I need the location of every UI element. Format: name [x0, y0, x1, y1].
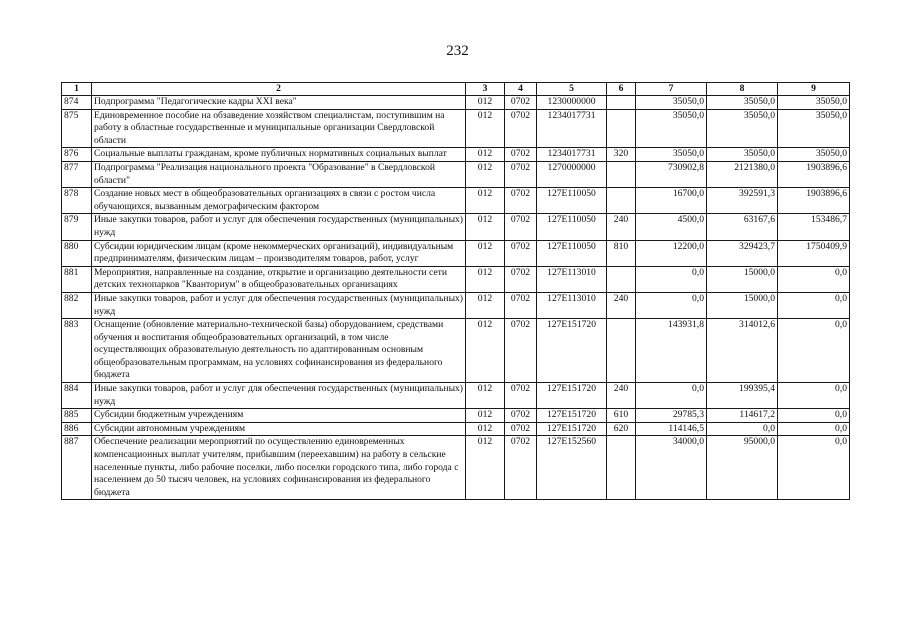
item-name: Мероприятия, направленные на создание, открытие и организацию деятельности сети детских технопарков "Кванториум" в общеобразовательных организациях	[92, 266, 466, 292]
table-row	[62, 383, 850, 409]
row-number: 880	[62, 240, 92, 266]
amount-col-9: 1750409,9	[778, 240, 850, 266]
amount-col-7: 35050,0	[636, 109, 707, 148]
column-header-7: 7	[636, 83, 707, 96]
table-row	[62, 148, 850, 162]
column-header-3: 3	[466, 83, 505, 96]
amount-col-8: 314012,6	[707, 319, 778, 383]
expense-type-code	[607, 188, 636, 214]
amount-col-8: 114617,2	[707, 409, 778, 423]
row-number: 874	[62, 96, 92, 110]
amount-col-8: 35050,0	[707, 148, 778, 162]
table-row	[62, 214, 850, 240]
table-row	[62, 436, 850, 500]
amount-col-7: 4500,0	[636, 214, 707, 240]
row-number: 876	[62, 148, 92, 162]
table-row	[62, 409, 850, 423]
section-code: 0702	[505, 422, 537, 436]
amount-col-9: 35050,0	[778, 96, 850, 110]
item-name: Обеспечение реализации мероприятий по осуществлению единовременных компенсационных выплат учителям, прибывшим (переехавшим) на работу в сельские населенные пункты, либо рабочие поселки, либо поселки городского типа, либо города с населением до 50 тысяч человек, на условиях софинансирования из федерального бюджета	[92, 436, 466, 500]
amount-col-8: 63167,6	[707, 214, 778, 240]
target-article-code: 127E152560	[537, 436, 607, 500]
section-code: 0702	[505, 96, 537, 110]
target-article-code: 127E113010	[537, 292, 607, 318]
amount-col-8: 15000,0	[707, 292, 778, 318]
section-code: 0702	[505, 188, 537, 214]
item-name: Иные закупки товаров, работ и услуг для обеспечения государственных (муниципальных) нужд	[92, 383, 466, 409]
amount-col-8: 0,0	[707, 422, 778, 436]
amount-col-8: 392591,3	[707, 188, 778, 214]
target-article-code: 127E110050	[537, 214, 607, 240]
ministry-code: 012	[466, 409, 505, 423]
item-name: Единовременное пособие на обзаведение хозяйством специалистам, поступившим на работу в областные государственные и муниципальные организации Свердловской области	[92, 109, 466, 148]
section-code: 0702	[505, 292, 537, 318]
target-article-code: 127E110050	[537, 240, 607, 266]
item-name: Иные закупки товаров, работ и услуг для обеспечения государственных (муниципальных) нужд	[92, 214, 466, 240]
amount-col-9: 0,0	[778, 422, 850, 436]
amount-col-7: 12200,0	[636, 240, 707, 266]
amount-col-7: 35050,0	[636, 148, 707, 162]
target-article-code: 127E110050	[537, 188, 607, 214]
row-number: 879	[62, 214, 92, 240]
section-code: 0702	[505, 409, 537, 423]
budget-table	[61, 82, 850, 500]
item-name: Подпрограмма "Педагогические кадры XXI века"	[92, 96, 466, 110]
amount-col-8: 199395,4	[707, 383, 778, 409]
expense-type-code	[607, 161, 636, 187]
section-code: 0702	[505, 148, 537, 162]
ministry-code: 012	[466, 109, 505, 148]
expense-type-code	[607, 319, 636, 383]
amount-col-7: 29785,3	[636, 409, 707, 423]
amount-col-9: 153486,7	[778, 214, 850, 240]
ministry-code: 012	[466, 292, 505, 318]
amount-col-9: 35050,0	[778, 148, 850, 162]
ministry-code: 012	[466, 436, 505, 500]
header-row	[62, 83, 850, 96]
amount-col-7: 16700,0	[636, 188, 707, 214]
row-number: 884	[62, 383, 92, 409]
target-article-code: 1270000000	[537, 161, 607, 187]
amount-col-9: 1903896,6	[778, 161, 850, 187]
section-code: 0702	[505, 266, 537, 292]
table-row	[62, 96, 850, 110]
section-code: 0702	[505, 161, 537, 187]
amount-col-7: 730902,8	[636, 161, 707, 187]
table-row	[62, 319, 850, 383]
ministry-code: 012	[466, 319, 505, 383]
amount-col-9: 35050,0	[778, 109, 850, 148]
item-name: Создание новых мест в общеобразовательных организациях в связи с ростом числа обучающихся, вызванным демографическим фактором	[92, 188, 466, 214]
expense-type-code	[607, 436, 636, 500]
section-code: 0702	[505, 240, 537, 266]
row-number: 881	[62, 266, 92, 292]
ministry-code: 012	[466, 96, 505, 110]
target-article-code: 127E151720	[537, 319, 607, 383]
row-number: 883	[62, 319, 92, 383]
ministry-code: 012	[466, 188, 505, 214]
amount-col-9: 0,0	[778, 436, 850, 500]
target-article-code: 127E151720	[537, 422, 607, 436]
column-header-4: 4	[505, 83, 537, 96]
expense-type-code	[607, 96, 636, 110]
expense-type-code	[607, 266, 636, 292]
page-number: 232	[446, 43, 469, 59]
ministry-code: 012	[466, 266, 505, 292]
expense-type-code: 240	[607, 214, 636, 240]
amount-col-7: 35050,0	[636, 96, 707, 110]
ministry-code: 012	[466, 422, 505, 436]
table-row	[62, 188, 850, 214]
expense-type-code: 610	[607, 409, 636, 423]
amount-col-8: 329423,7	[707, 240, 778, 266]
row-number: 878	[62, 188, 92, 214]
amount-col-9: 0,0	[778, 383, 850, 409]
item-name: Социальные выплаты гражданам, кроме публичных нормативных социальных выплат	[92, 148, 466, 162]
column-header-6: 6	[607, 83, 636, 96]
amount-col-7: 0,0	[636, 266, 707, 292]
expense-type-code: 240	[607, 292, 636, 318]
amount-col-7: 114146,5	[636, 422, 707, 436]
target-article-code: 1234017731	[537, 109, 607, 148]
column-header-8: 8	[707, 83, 778, 96]
column-header-2: 2	[92, 83, 466, 96]
item-name: Субсидии автономным учреждениям	[92, 422, 466, 436]
section-code: 0702	[505, 109, 537, 148]
amount-col-9: 0,0	[778, 266, 850, 292]
row-number: 877	[62, 161, 92, 187]
row-number: 875	[62, 109, 92, 148]
column-header-5: 5	[537, 83, 607, 96]
item-name: Субсидии бюджетным учреждениям	[92, 409, 466, 423]
column-header-9: 9	[778, 83, 850, 96]
amount-col-9: 1903896,6	[778, 188, 850, 214]
section-code: 0702	[505, 383, 537, 409]
amount-col-8: 2121380,0	[707, 161, 778, 187]
amount-col-9: 0,0	[778, 319, 850, 383]
table-body	[62, 96, 850, 500]
amount-col-9: 0,0	[778, 409, 850, 423]
table-row	[62, 422, 850, 436]
amount-col-8: 35050,0	[707, 96, 778, 110]
amount-col-8: 95000,0	[707, 436, 778, 500]
row-number: 882	[62, 292, 92, 318]
amount-col-7: 34000,0	[636, 436, 707, 500]
amount-col-7: 143931,8	[636, 319, 707, 383]
ministry-code: 012	[466, 383, 505, 409]
item-name: Иные закупки товаров, работ и услуг для обеспечения государственных (муниципальных) нужд	[92, 292, 466, 318]
ministry-code: 012	[466, 240, 505, 266]
table-row	[62, 161, 850, 187]
target-article-code: 127E151720	[537, 409, 607, 423]
table-row	[62, 109, 850, 148]
table-row	[62, 292, 850, 318]
row-number: 886	[62, 422, 92, 436]
target-article-code: 1230000000	[537, 96, 607, 110]
amount-col-7: 0,0	[636, 383, 707, 409]
target-article-code: 127E151720	[537, 383, 607, 409]
expense-type-code: 320	[607, 148, 636, 162]
table-row	[62, 240, 850, 266]
target-article-code: 127E113010	[537, 266, 607, 292]
item-name: Оснащение (обновление материально-технической базы) оборудованием, средствами обучения и воспитания общеобразовательных организаций, в том числе осуществляющих образовательную деятельность по адаптированным основным общеобразовательным программам, на условиях софинансирования из федерального бюджета	[92, 319, 466, 383]
section-code: 0702	[505, 436, 537, 500]
amount-col-8: 15000,0	[707, 266, 778, 292]
item-name: Подпрограмма "Реализация национального проекта "Образование" в Свердловской области"	[92, 161, 466, 187]
column-header-1: 1	[62, 83, 92, 96]
amount-col-7: 0,0	[636, 292, 707, 318]
section-code: 0702	[505, 319, 537, 383]
row-number: 887	[62, 436, 92, 500]
section-code: 0702	[505, 214, 537, 240]
table-row	[62, 266, 850, 292]
amount-col-9: 0,0	[778, 292, 850, 318]
amount-col-8: 35050,0	[707, 109, 778, 148]
ministry-code: 012	[466, 214, 505, 240]
expense-type-code: 240	[607, 383, 636, 409]
ministry-code: 012	[466, 161, 505, 187]
row-number: 885	[62, 409, 92, 423]
expense-type-code: 620	[607, 422, 636, 436]
expense-type-code: 810	[607, 240, 636, 266]
ministry-code: 012	[466, 148, 505, 162]
item-name: Субсидии юридическим лицам (кроме некоммерческих организаций), индивидуальным предпринимателям, физическим лицам – производителям товаров, работ, услуг	[92, 240, 466, 266]
target-article-code: 1234017731	[537, 148, 607, 162]
expense-type-code	[607, 109, 636, 148]
